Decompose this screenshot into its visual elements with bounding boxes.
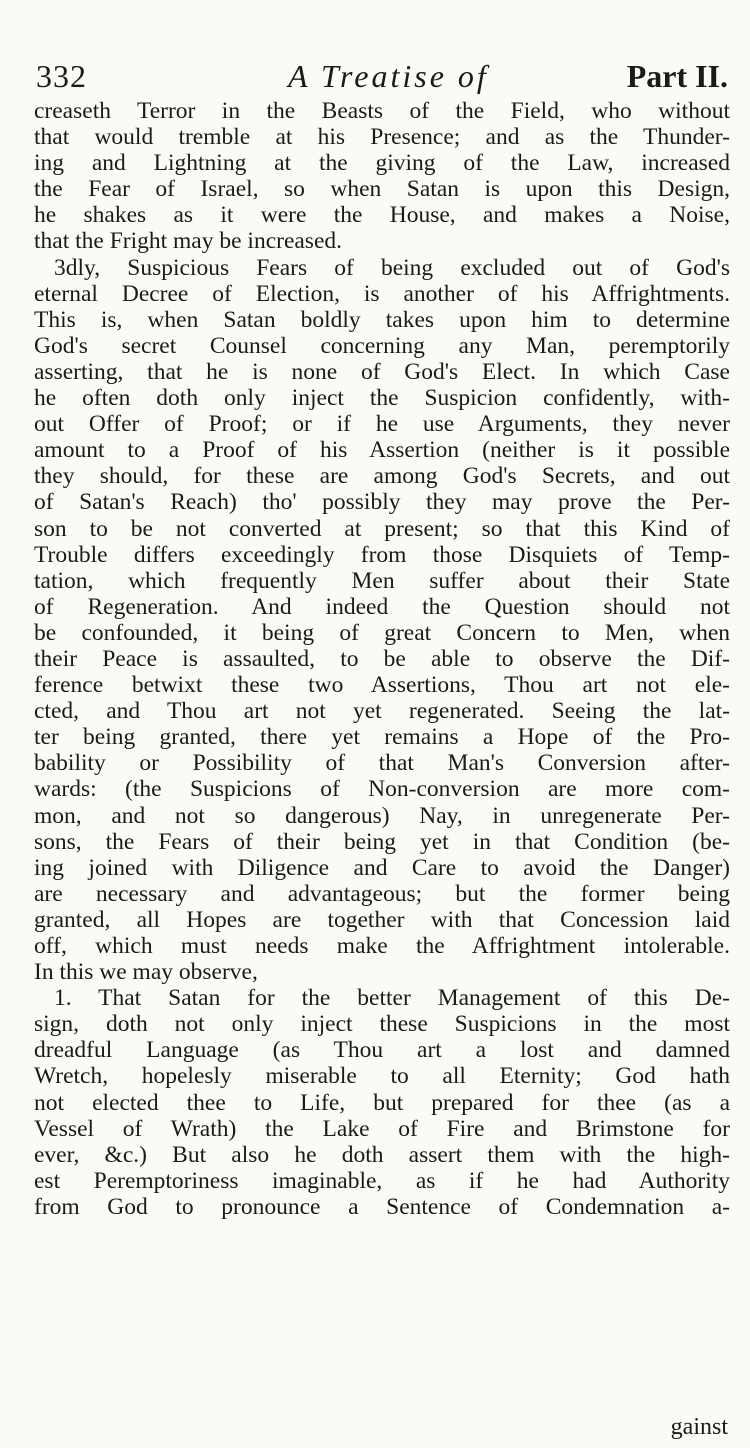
text-line: son to be not converted at present; so that this Kind of [34,515,730,542]
body-text [34,98,730,1220]
text-line: from God to pronounce a Sentence of Condemnation a- [34,1193,730,1220]
text-line: Trouble differs exceedingly from those Disquiets of Temp- [34,541,730,568]
text-line: bability or Possibility of that Man's Conversion after- [34,750,730,777]
text-line: ter being granted, there yet remains a Hope of the Pro- [34,724,730,751]
text-line: that would tremble at his Presence; and as the Thunder- [34,124,730,151]
text-line: that the Fright may be increased. [34,228,343,255]
page-number: 332 [36,58,87,94]
text-line: wards: (the Suspicions of Non-conversion are more com- [34,776,730,803]
part-label: Part II. [626,58,728,94]
text-line: are necessary and advantageous; but the former being [34,880,730,907]
text-line: ing joined with Diligence and Care to avoid the Danger) [34,854,730,881]
page-header [30,56,732,96]
text-line: tation, which frequently Men suffer about their State [34,567,730,594]
text-line: their Peace is assaulted, to be able to observe the Dif- [34,645,730,672]
text-line: creaseth Terror in the Beasts of the Field, who without [34,98,730,124]
text-line: cted, and Thou art not yet regenerated. Seeing the lat- [34,698,730,725]
text-line: dreadful Language (as Thou art a lost and damned [34,1037,730,1064]
catchword: gainst [670,1414,728,1440]
text-line: sons, the Fears of their being yet in that Condition (be- [34,828,730,855]
text-line: est Peremptoriness imaginable, as if he had Authority [34,1167,730,1194]
text-line: out Offer of Proof; or if he use Arguments, they never [34,411,730,438]
text-line: 3dly, Suspicious Fears of being excluded out of God's [54,254,730,281]
text-line: be confounded, it being of great Concern to Men, when [34,619,730,646]
text-line: he shakes as it were the House, and makes a Noise, [34,202,730,229]
text-line: eternal Decree of Election, is another of his Affrightments. [34,280,730,307]
text-line: of Satan's Reach) tho' possibly they may prove the Per- [34,489,730,516]
running-title: A Treatise of [288,58,489,94]
text-line: God's secret Counsel concerning any Man, peremptorily [34,332,730,359]
text-line: the Fear of Israel, so when Satan is upon this Design, [34,176,730,203]
text-line: not elected thee to Life, but prepared for thee (as a [34,1089,730,1116]
text-line: Wretch, hopelesly miserable to all Eternity; God hath [34,1063,730,1090]
text-line: asserting, that he is none of God's Elect. In which Case [34,358,730,385]
text-line: off, which must needs make the Affrightment intolerable. [34,933,730,959]
text-line: granted, all Hopes are together with that Concession laid [34,906,730,933]
text-line: ference betwixt these two Assertions, Thou art not ele- [34,672,730,699]
text-line: he often doth only inject the Suspicion confidently, with- [34,385,730,412]
text-line: 1. That Satan for the better Management of this De- [54,985,730,1012]
text-line: sign, doth not only inject these Suspicions in the most [34,1011,730,1038]
text-line: they should, for these are among God's Secrets, and out [34,463,730,490]
text-line: of Regeneration. And indeed the Question should not [34,593,730,620]
text-line: mon, and not so dangerous) Nay, in unregenerate Per- [34,802,730,829]
text-line: amount to a Proof of his Assertion (neither is it possible [34,437,730,464]
text-line: ever, &c.) But also he doth assert them with the high- [34,1141,730,1168]
text-line: ing and Lightning at the giving of the Law, increased [34,150,730,177]
text-line: Vessel of Wrath) the Lake of Fire and Brimstone for [34,1115,730,1142]
text-line: This is, when Satan boldly takes upon him to determine [34,306,730,333]
text-line: In this we may observe, [34,959,258,986]
